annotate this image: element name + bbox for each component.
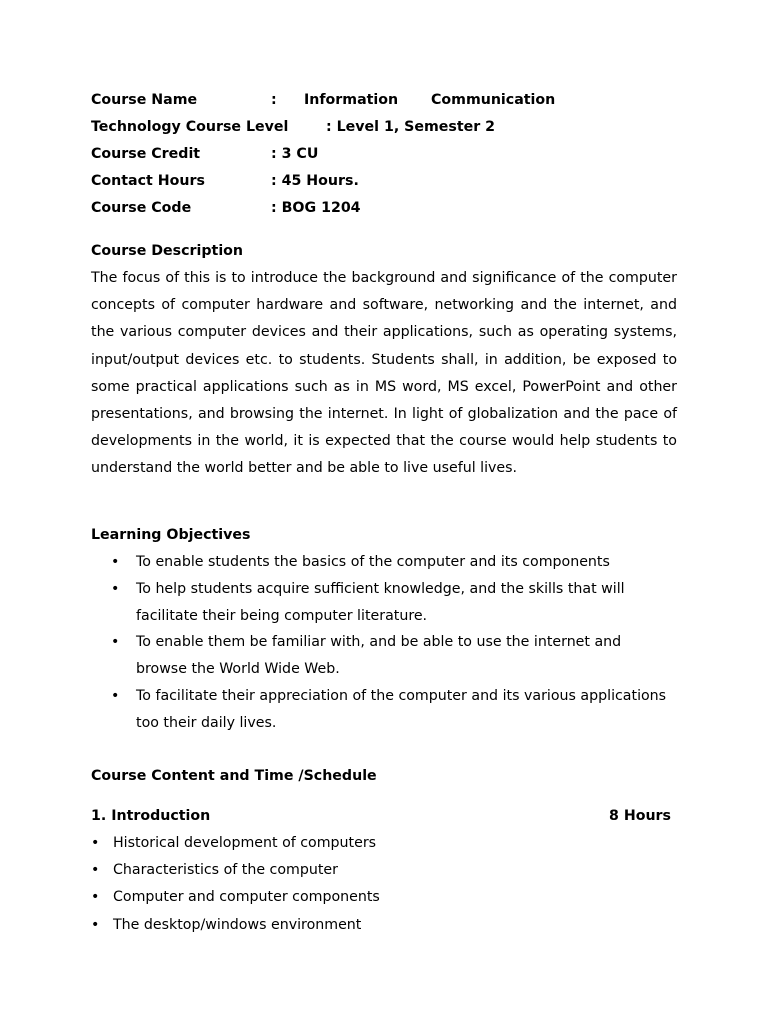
section-hours: 8 Hours bbox=[609, 808, 671, 824]
section-title: 1. Introduction bbox=[91, 808, 211, 824]
objective-item bbox=[91, 549, 670, 576]
course-credit-value: : 3 CU bbox=[271, 146, 319, 162]
bullet-icon: • bbox=[91, 835, 100, 851]
course-credit-row bbox=[91, 141, 677, 168]
course-code-row bbox=[91, 195, 677, 222]
topic-item bbox=[91, 912, 677, 939]
objectives-list bbox=[91, 549, 677, 737]
bullet-icon: • bbox=[111, 554, 120, 570]
contact-hours-value: : 45 Hours. bbox=[271, 173, 359, 189]
contact-hours-label: Contact Hours bbox=[91, 173, 205, 189]
course-level-row bbox=[91, 114, 677, 141]
objective-item bbox=[91, 629, 670, 683]
topic-text: Historical development of computers bbox=[113, 835, 377, 851]
course-name-separator: : bbox=[271, 92, 277, 108]
bullet-icon: • bbox=[111, 634, 120, 651]
topic-item bbox=[91, 830, 677, 857]
section-heading bbox=[91, 803, 671, 830]
course-name-row bbox=[91, 87, 677, 114]
description-paragraph: The focus of this is to introduce the background and significance of the computer concepts of computer hardware and software, networking and the internet, and the various computer devices and their applications, such as operating systems, input/output devices etc. to students. Students shall, in addition, be exposed to some practical applications such as in MS word, MS excel, PowerPoint and other presentations, and browsing the internet. In light of globalization and the pace of developments in the world, it is expected that the course would help students to understand the world better and be able to live useful lives. bbox=[91, 270, 677, 477]
objective-text: To enable students the basics of the computer and its components bbox=[136, 554, 610, 570]
topic-text: The desktop/windows environment bbox=[113, 916, 362, 933]
objective-text: To enable them be familiar with, and be able to use the internet and browse the World Wide Web. bbox=[136, 634, 622, 678]
objective-text: To facilitate their appreciation of the computer and its various applications too their daily lives. bbox=[136, 687, 667, 731]
description-heading: Course Description bbox=[91, 243, 244, 259]
objectives-heading: Learning Objectives bbox=[91, 527, 251, 543]
course-level-value: : Level 1, Semester 2 bbox=[326, 119, 496, 135]
contact-hours-row bbox=[91, 168, 677, 195]
bullet-icon: • bbox=[111, 687, 120, 704]
schedule-heading: Course Content and Time /Schedule bbox=[91, 768, 377, 784]
course-name-value-part2: Communication bbox=[431, 92, 556, 108]
topic-text: Computer and computer components bbox=[113, 889, 380, 906]
topic-text: Characteristics of the computer bbox=[113, 862, 338, 879]
course-name-value-part1: Information bbox=[304, 92, 399, 108]
topic-item bbox=[91, 884, 677, 911]
bullet-icon: • bbox=[91, 862, 100, 879]
bullet-icon: • bbox=[91, 889, 100, 906]
topic-item bbox=[91, 857, 677, 884]
course-name-label: Course Name bbox=[91, 92, 198, 108]
objective-text: To help students acquire sufficient knowledge, and the skills that will facilitate their being computer literature. bbox=[136, 580, 625, 624]
bullet-icon: • bbox=[91, 916, 100, 933]
course-level-label: Technology Course Level bbox=[91, 119, 289, 135]
objective-item bbox=[91, 683, 670, 737]
course-info bbox=[91, 87, 677, 222]
course-code-value: : BOG 1204 bbox=[271, 200, 361, 216]
bullet-icon: • bbox=[111, 580, 120, 597]
course-code-label: Course Code bbox=[91, 200, 192, 216]
objective-item bbox=[91, 576, 670, 630]
topic-list bbox=[91, 830, 677, 939]
course-credit-label: Course Credit bbox=[91, 146, 201, 162]
